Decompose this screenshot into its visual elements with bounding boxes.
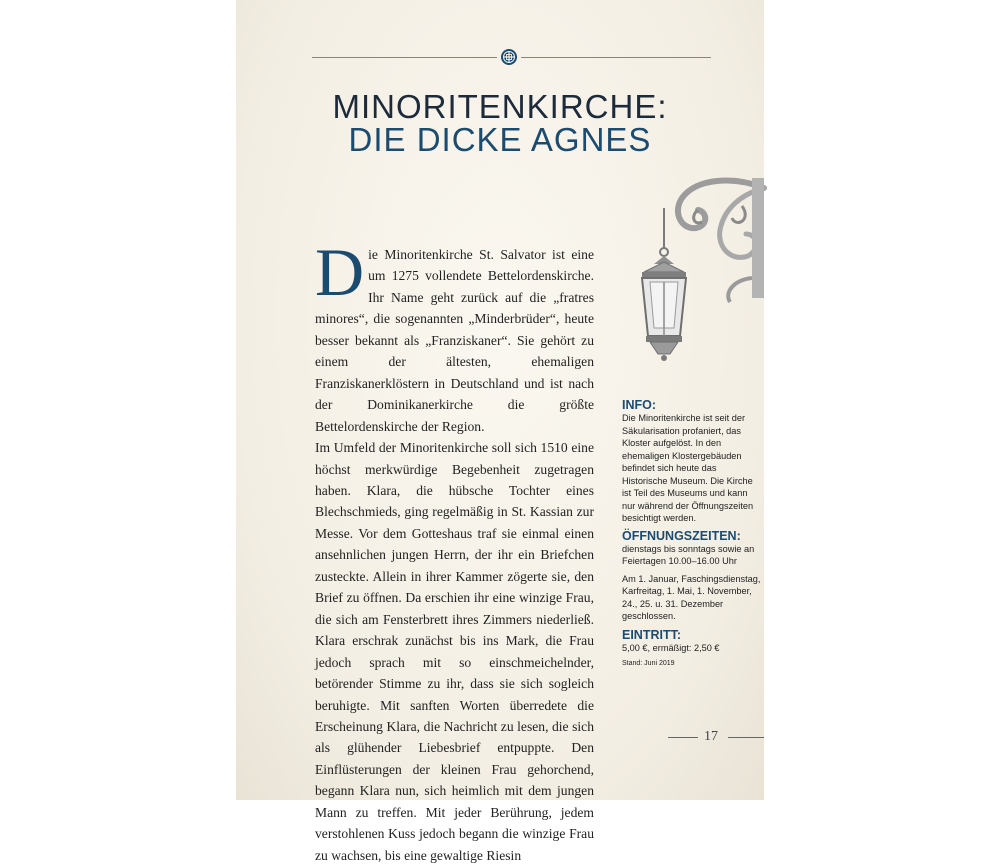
- page-number: 17: [704, 729, 718, 744]
- status-date: Stand: Juni 2019: [622, 660, 675, 667]
- article-paragraph-1: [315, 234, 594, 437]
- opening-hours-text: dienstags bis sonntags sowie an Feiertagen 10.00–16.00 Uhr: [622, 543, 755, 566]
- folio-rule-right: [728, 737, 764, 738]
- page-title-line1: MINORITENKIRCHE:: [332, 88, 668, 125]
- admission-heading: EINTRITT:: [622, 627, 682, 642]
- ornament-emblem-icon: [499, 47, 519, 67]
- folio-rule-left: [668, 737, 698, 738]
- info-box: [622, 398, 762, 671]
- drop-cap: D: [315, 234, 365, 310]
- info-text: Die Minoritenkirche ist seit der Säkularisation profaniert, das Kloster aufgelöst. In den ehemaligen Klostergebäuden befindet sich heute das Historische Museum. Die Kirche ist Teil des Museums und kann nur während der Öffnungszeiten besichtigt werden.: [622, 413, 754, 523]
- wrought-iron-lamp-illustration: [624, 168, 764, 378]
- article-body: [315, 234, 594, 866]
- book-page: [236, 0, 764, 863]
- closed-days-text: Am 1. Januar, Faschingsdienstag, Karfreitag, 1. Mai, 1. November, 24., 25. u. 31. Dezember geschlossen.: [622, 573, 761, 621]
- ornament-rule-right: [521, 57, 711, 58]
- page-title-line2: DIE DICKE AGNES: [348, 121, 652, 158]
- ornament-rule-left: [312, 57, 497, 58]
- article-paragraph-2: Im Umfeld der Minoritenkirche soll sich 1510 eine höchst merkwürdige Begebenheit zugetragen haben. Klara, die hübsche Tochter eines Blechschmieds, ging regelmäßig in St. Kassian zur Messe. Vor dem Gotteshaus traf sie einmal einen ansehnlichen jungen Herrn, der ihr ein Briefchen zusteckte. Allein in ihrer Kammer zögerte sie, den Brief zu öffnen. Da erschien ihr eine winzige Frau, die sich am Fensterbrett ihres Zimmers niederließ. Klara erschrak zunächst bis ins Mark, die Frau jedoch sprach mit so einschmeichelnder, betörender Stimme zu ihr, dass sie sich sogleich beruhigte. Mit sanften Worten überredete die Erscheinung Klara, die Nachricht zu lesen, die sich als glühender Liebesbrief entpuppte. Den Einflüsterungen der kleinen Frau gehorchend, begann Klara nun, sich heimlich mit dem jungen Mann zu treffen. Mit jeder Berührung, jedem verstohlenen Kuss jedoch begann die winzige Frau zu wachsen, bis eine gewaltige Riesin: [315, 440, 594, 863]
- admission-text: 5,00 €, ermäßigt: 2,50 €: [622, 642, 720, 653]
- info-heading: INFO:: [622, 398, 657, 412]
- opening-hours-heading: ÖFFNUNGSZEITEN:: [622, 528, 741, 543]
- paragraph-text: ie Minoritenkirche St. Salvator ist eine um 1275 vollendete Bettelordenskirche. Ihr Name geht zurück auf die „fratres minores“, die sogenannten „Minderbrüder“, heute besser bekannt als „Franziskaner“. Sie gehört zu einem der ältesten, ehemaligen Franziskanerklöstern in Deutschland und ist nach der Dominikanerkirche die größte Bettelordenskirche der Region.: [315, 247, 594, 434]
